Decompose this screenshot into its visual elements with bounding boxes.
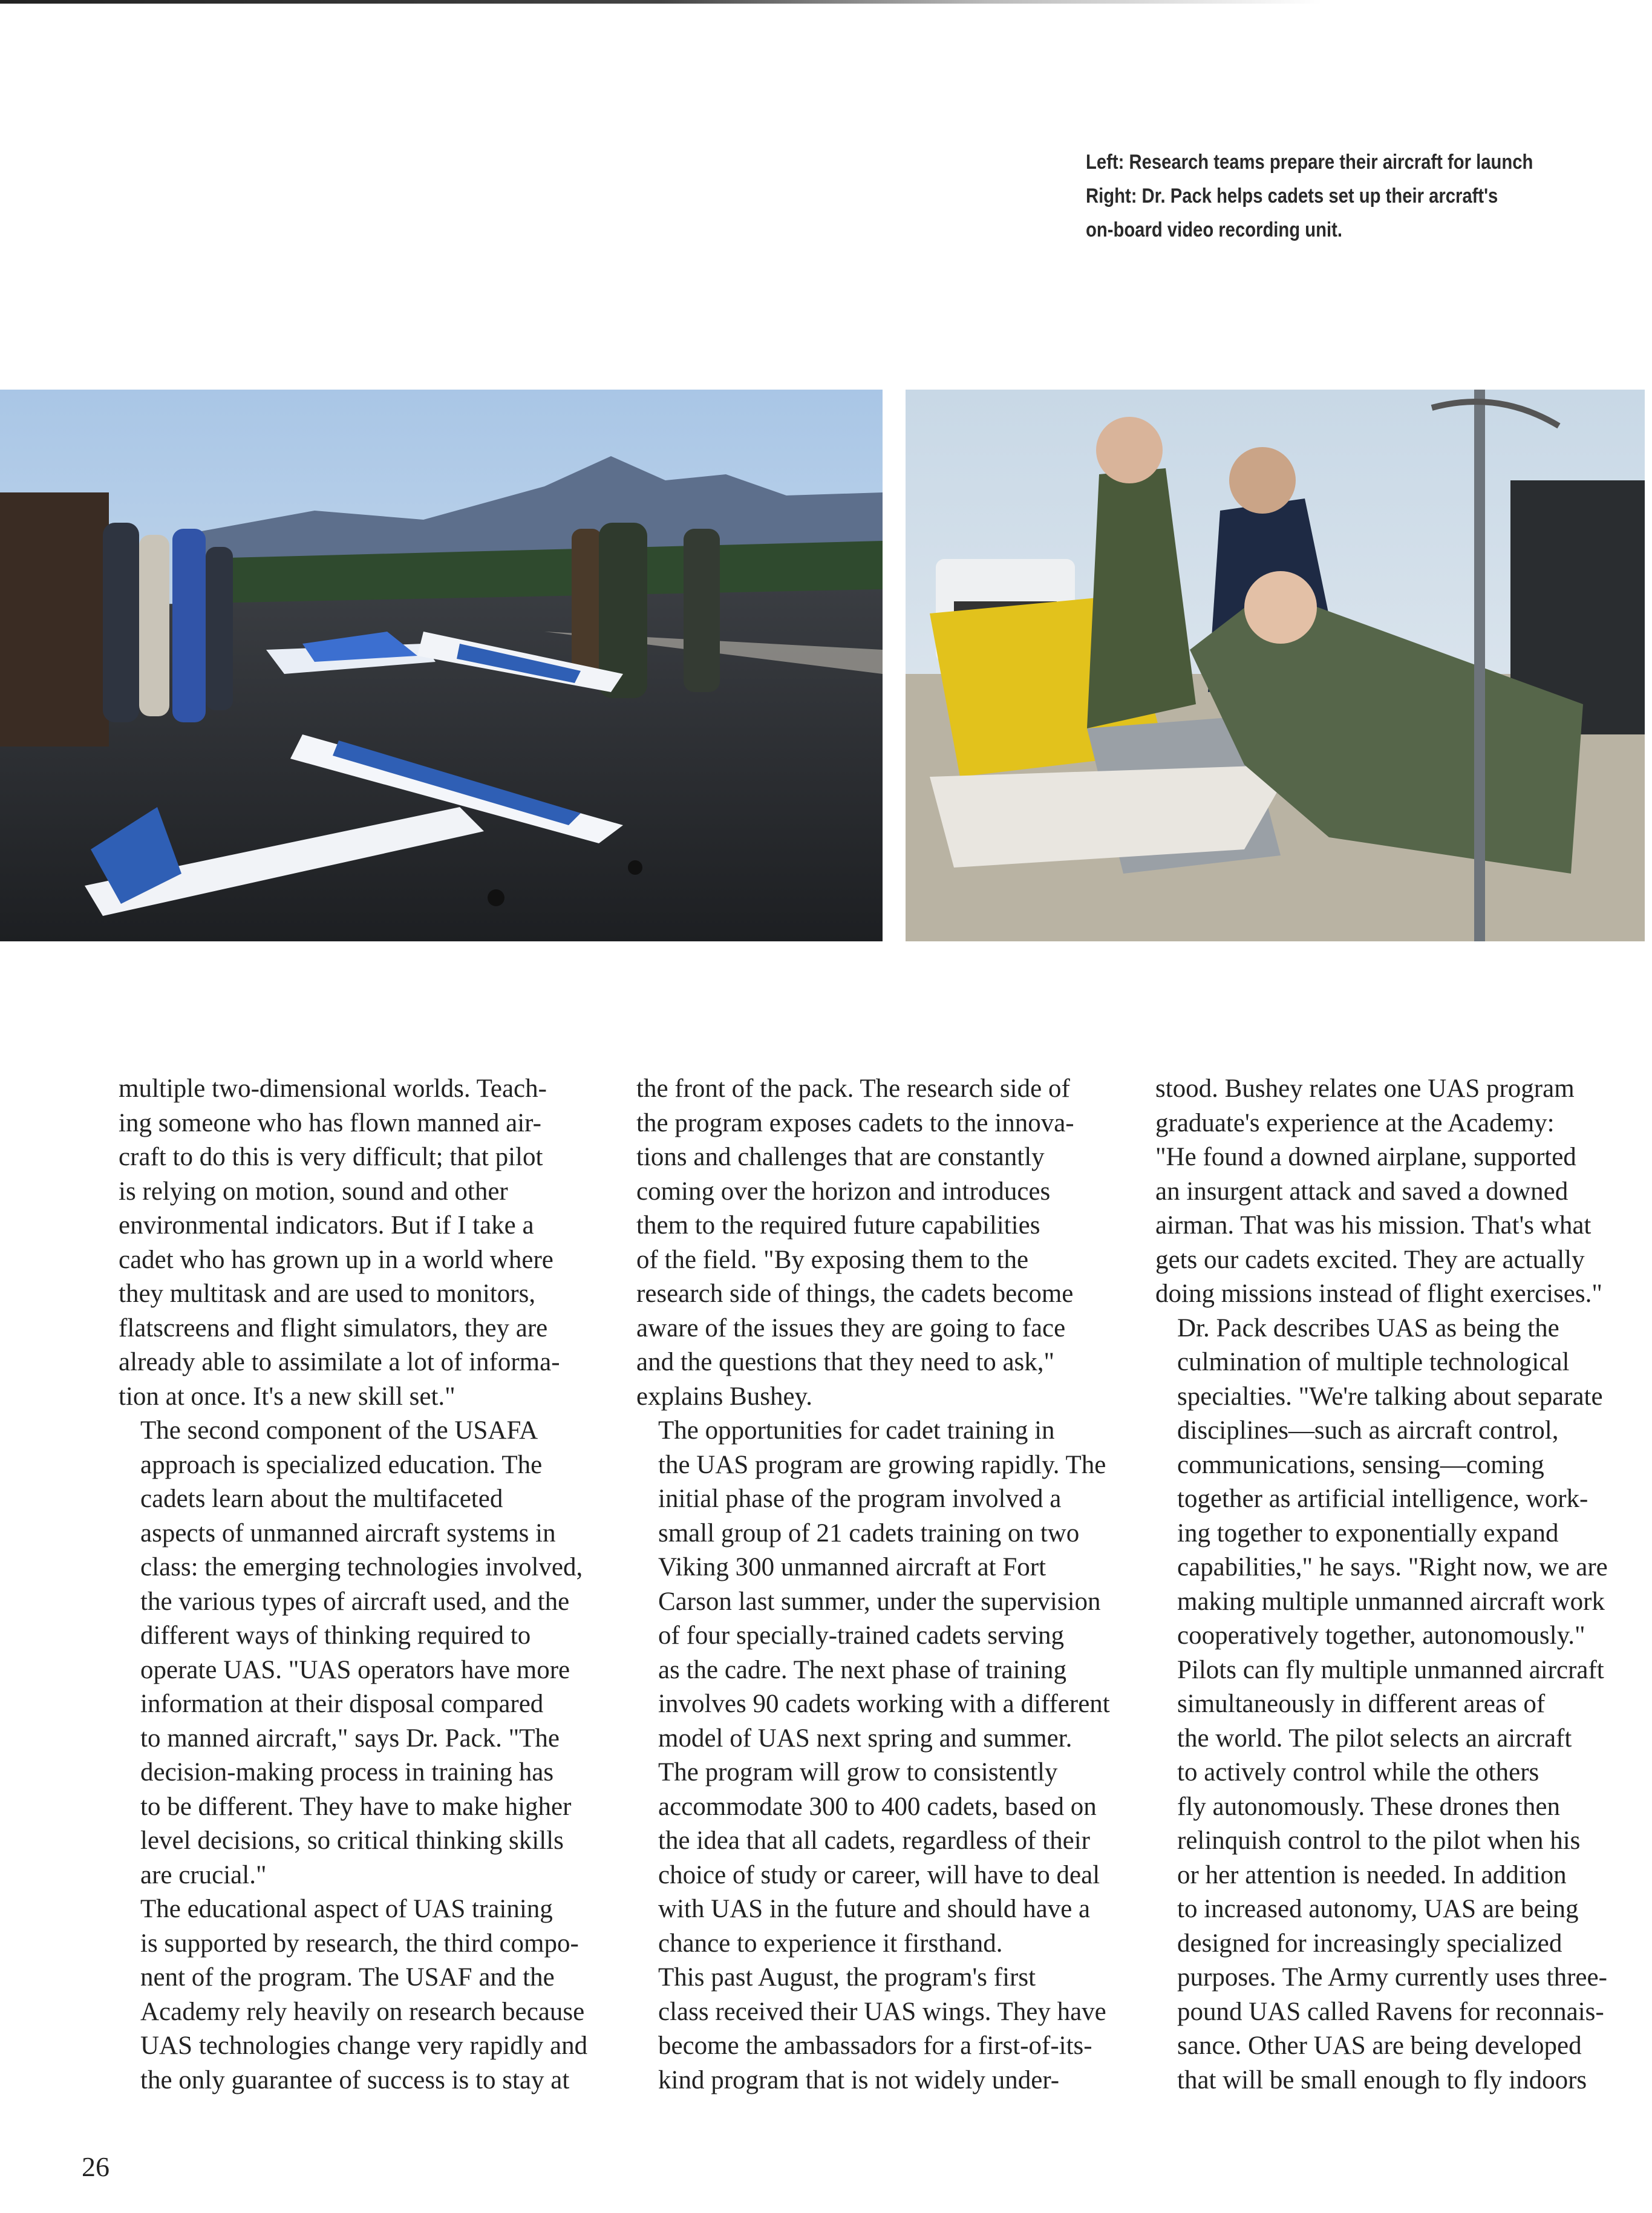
article-line: gets our cadets excited. They are actually <box>1155 1245 1585 1274</box>
article-column-1 <box>119 1072 602 2097</box>
article-line: the front of the pack. The research side of <box>636 1074 1070 1103</box>
article-line: that will be small enough to fly indoors <box>1177 2065 1587 2094</box>
article-line: specialties. "We're talking about separate <box>1177 1382 1603 1411</box>
article-line: coming over the horizon and introduces <box>636 1177 1051 1206</box>
article-line: choice of study or career, will have to deal <box>658 1860 1100 1889</box>
article-line: they multitask and are used to monitors, <box>119 1280 536 1308</box>
article-line: craft to do this is very difficult; that pilot <box>119 1143 543 1171</box>
article-line: relinquish control to the pilot when his <box>1177 1826 1581 1855</box>
photo-research-teams-aircraft <box>0 390 883 941</box>
article-line: The program will grow to consistently <box>658 1758 1058 1786</box>
article-line: become the ambassadors for a first-of-its- <box>658 2032 1092 2060</box>
article-line: Carson last summer, under the supervision <box>658 1587 1101 1616</box>
article-line: together as artificial intelligence, work- <box>1177 1485 1588 1513</box>
article-paragraph <box>636 1961 1120 2097</box>
article-line: them to the required future capabilities <box>636 1211 1040 1240</box>
article-paragraph <box>636 1072 1120 1414</box>
article-line: fly autonomously. These drones then <box>1177 1792 1560 1821</box>
article-line: tions and challenges that are constantly <box>636 1143 1045 1171</box>
article-line: graduate's experience at the Academy: <box>1155 1108 1555 1137</box>
article-line: the idea that all cadets, regardless of their <box>658 1826 1090 1855</box>
article-line: operate UAS. "UAS operators have more <box>140 1655 570 1684</box>
article-line: information at their disposal compared <box>140 1690 544 1718</box>
article-column-2 <box>636 1072 1120 2097</box>
article-line: already able to assimilate a lot of informa- <box>119 1348 560 1376</box>
article-line: This past August, the program's first <box>658 1963 1036 1992</box>
article-line: capabilities," he says. "Right now, we are <box>1177 1553 1608 1581</box>
article-line: class received their UAS wings. They have <box>658 1997 1106 2026</box>
article-line: as the cadre. The next phase of training <box>658 1655 1067 1684</box>
article-line: different ways of thinking required to <box>140 1621 531 1650</box>
article-line: involves 90 cadets working with a different <box>658 1690 1110 1718</box>
article-line: the world. The pilot selects an aircraft <box>1177 1724 1572 1753</box>
article-line: cadet who has grown up in a world where <box>119 1245 553 1274</box>
article-line: level decisions, so critical thinking skills <box>140 1826 564 1855</box>
photo-dr-pack-cadets-video-unit <box>906 390 1645 941</box>
page-number: 26 <box>82 2151 109 2182</box>
article-line: environmental indicators. But if I take a <box>119 1211 534 1240</box>
article-line: UAS technologies change very rapidly and <box>140 2032 588 2060</box>
cadet-head <box>1096 417 1163 483</box>
article-line: decision-making process in training has <box>140 1758 554 1786</box>
article-line: is supported by research, the third compo- <box>140 1929 579 1958</box>
article-line: sance. Other UAS are being developed <box>1177 2032 1582 2060</box>
article-line: initial phase of the program involved a <box>658 1485 1062 1513</box>
article-line: ing someone who has flown manned air- <box>119 1108 541 1137</box>
article-line: aspects of unmanned aircraft systems in <box>140 1518 556 1548</box>
article-line: Pilots can fly multiple unmanned aircraft <box>1177 1655 1604 1684</box>
cadet-leaning-head <box>1244 571 1317 644</box>
article-line: Academy rely heavily on research because <box>140 1997 585 2026</box>
article-paragraph <box>119 1892 602 2097</box>
article-column-3 <box>1155 1072 1639 2097</box>
article-line: The second component of the USAFA <box>140 1416 538 1445</box>
trailer <box>0 492 109 747</box>
article-line: nent of the program. The USAF and the <box>140 1963 555 1992</box>
article-line: the various types of aircraft used, and the <box>140 1587 570 1616</box>
article-line: to manned aircraft," says Dr. Pack. "The <box>140 1724 560 1753</box>
photo-caption <box>1086 145 1630 247</box>
article-line: to be different. They have to make higher <box>140 1792 572 1821</box>
article-line: with UAS in the future and should have a <box>658 1895 1091 1923</box>
article-line: an insurgent attack and saved a downed <box>1155 1177 1569 1206</box>
article-line: cooperatively together, autonomously." <box>1177 1621 1585 1650</box>
article-line: of four specially-trained cadets serving <box>658 1621 1065 1650</box>
article-line: multiple two-dimensional worlds. Teach- <box>119 1074 547 1103</box>
article-line: model of UAS next spring and summer. <box>658 1724 1072 1753</box>
article-line: doing missions instead of flight exercises." <box>1155 1280 1602 1308</box>
article-line: are crucial." <box>140 1860 267 1889</box>
article-line: is relying on motion, sound and other <box>119 1177 508 1206</box>
article-paragraph <box>1155 1072 1639 1312</box>
article-line: The opportunities for cadet training in <box>658 1416 1055 1445</box>
article-line: small group of 21 cadets training on two <box>658 1518 1080 1548</box>
caption-line: Left: Research teams prepare their aircraft for launch <box>1086 151 1533 174</box>
article-line: accommodate 300 to 400 cadets, based on <box>658 1792 1097 1821</box>
photo-left-drawing <box>0 390 883 941</box>
article-line: simultaneously in different areas of <box>1177 1690 1546 1718</box>
article-line: culmination of multiple technological <box>1177 1348 1570 1376</box>
article-line: chance to experience it firsthand. <box>658 1929 1003 1958</box>
article-paragraph <box>119 1072 602 1414</box>
article-line: tion at once. It's a new skill set." <box>119 1382 455 1411</box>
page-top-edge <box>0 0 1652 4</box>
photo-right-drawing <box>906 390 1645 941</box>
antenna-mast <box>1474 390 1485 941</box>
article-line: The educational aspect of UAS training <box>140 1895 553 1923</box>
article-line: the UAS program are growing rapidly. The <box>658 1450 1106 1479</box>
article-line: approach is specialized education. The <box>140 1450 543 1479</box>
article-line: pound UAS called Ravens for reconnais- <box>1177 1997 1604 2026</box>
article-line: to increased autonomy, UAS are being <box>1177 1895 1579 1923</box>
caption-line: on-board video recording unit. <box>1086 218 1342 241</box>
caption-line: Right: Dr. Pack helps cadets set up their arcraft's <box>1086 185 1498 208</box>
article-line: flatscreens and flight simulators, they are <box>119 1313 548 1342</box>
article-line: purposes. The Army currently uses three- <box>1177 1963 1607 1992</box>
article-line: communications, sensing—coming <box>1177 1450 1544 1479</box>
article-line: cadets learn about the multifaceted <box>140 1485 503 1513</box>
article-paragraph <box>119 1414 602 1892</box>
article-line: aware of the issues they are going to face <box>636 1313 1066 1342</box>
article-line: of the field. "By exposing them to the <box>636 1245 1029 1274</box>
article-line: explains Bushey. <box>636 1382 813 1411</box>
article-line: ing together to exponentially expand <box>1177 1518 1559 1548</box>
article-line: designed for increasingly specialized <box>1177 1929 1562 1958</box>
article-line: Viking 300 unmanned aircraft at Fort <box>658 1553 1046 1581</box>
article-line: stood. Bushey relates one UAS program <box>1155 1074 1575 1103</box>
dr-pack-head <box>1229 447 1296 514</box>
article-line: research side of things, the cadets become <box>636 1280 1074 1308</box>
article-line: to actively control while the others <box>1177 1758 1539 1786</box>
article-line: making multiple unmanned aircraft work <box>1177 1587 1605 1616</box>
article-line: class: the emerging technologies involved, <box>140 1553 583 1581</box>
article-line: and the questions that they need to ask," <box>636 1348 1055 1376</box>
article-line: "He found a downed airplane, supported <box>1155 1143 1576 1171</box>
article-line: or her attention is needed. In addition <box>1177 1860 1567 1889</box>
article-line: disciplines—such as aircraft control, <box>1177 1416 1559 1445</box>
article-paragraph <box>636 1414 1120 1961</box>
article-line: the program exposes cadets to the innova- <box>636 1108 1074 1137</box>
article-line: kind program that is not widely under- <box>658 2065 1060 2094</box>
article-line: the only guarantee of success is to stay at <box>140 2065 570 2094</box>
article-line: airman. That was his mission. That's what <box>1155 1211 1592 1240</box>
article-line: Dr. Pack describes UAS as being the <box>1177 1313 1559 1342</box>
article-paragraph <box>1155 1312 1639 2098</box>
